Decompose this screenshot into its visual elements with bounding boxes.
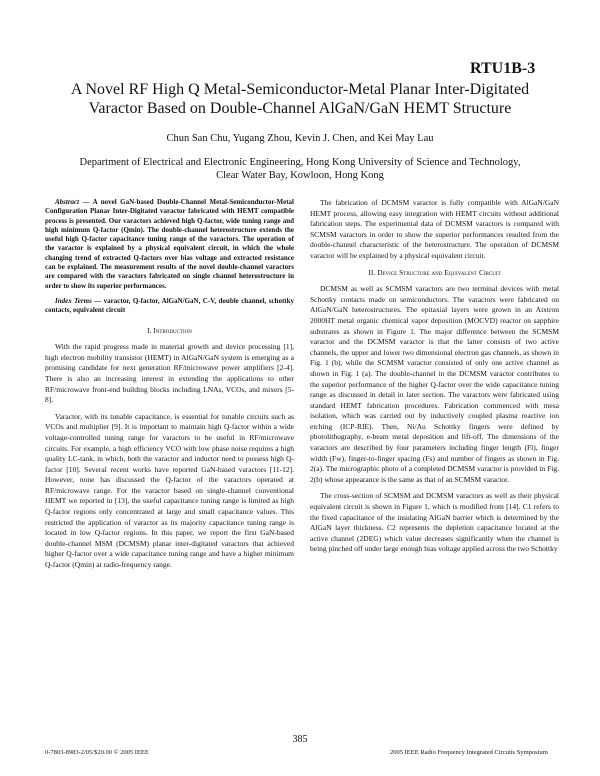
paragraph: The cross-section of SCMSM and DCMSM varactors as well as their physical equivalent circuit is shown in Figure 1, which is modified from [14]. C1 refers to the fixed capacitance of the insulating AlGaN barrier which is determined by the AlGaN layer thickness. C2 represents the depletion capacitance located at the active channel (2DEG) which value decreases significantly when the channel is being pinched off under large enough bias voltage applied across the two Schottky bbox=[310, 491, 559, 554]
right-column bbox=[310, 198, 559, 561]
index-terms-text: — varactor, Q-factor, AlGaN/GaN, C-V, double channel, schottky contacts, equivalent circuit bbox=[45, 296, 294, 315]
footer-copyright: 0-7803-8983-2/05/$20.00 © 2005 IEEE bbox=[45, 749, 149, 756]
paragraph: Varactor, with its tunable capacitance, is essential for tunable circuits such as VCOs and multiplier [9]. It is important to maintain high Q-factor within a wide voltage-controlled tuning range for varactors to be useful in RF/microwave circuits. For example, a high efficiency VCO with low phase noise requires a high quality LC-tank, in which, both the varactor and inductor need to possess high Q-factor [10]. Several recent works have reported GaN-based varactors [11-12]. However, none has discussed the Q-factor of the varactors operated at RF/microwave range. For the varactor based on single-channel conventional HEMT we reported in [13], the useful capacitance tuning range is limited as high Q-factor regions only concentrated at large and small capacitance values. This restricted the application of varactor as its majority capacitance tuning range is located in low Q-factor regions. In this paper, we report the first GaN-based double-channel MSM (DCMSM) planar inter-digitated varactors that achieved higher Q-factor over a wide capacitance tuning range and have a higher minimum Q-factor (Qmin) at radio-frequency range. bbox=[45, 411, 294, 570]
index-terms-lead: Index Terms bbox=[55, 296, 92, 305]
section-heading-device-structure: II. Device Structure and Equivalent Circuit bbox=[368, 267, 501, 277]
affiliation-line-1: Department of Electrical and Electronic Engineering, Hong Kong University of Science and Technology, bbox=[79, 157, 521, 168]
section-heading-introduction: I. Introduction bbox=[147, 325, 192, 335]
paper-code: RTU1B-3 bbox=[470, 60, 536, 77]
paper-title bbox=[30, 80, 570, 118]
affiliation-line-2: Clear Water Bay, Kowloon, Hong Kong bbox=[216, 170, 384, 181]
paragraph: The fabrication of DCMSM varactor is fully compatible with AlGaN/GaN HEMT process, allowing easy integration with HEMT circuits without additional fabrication steps. The experimental data of DCMSM varactors is compared with SCMSM varactors in order to show the superior performances resulted from the double-channel characteristic of the heterostructure. The operation of DCMSM varactor will be explained by a physical equivalent circuit. bbox=[310, 198, 559, 260]
left-column bbox=[45, 198, 294, 577]
paragraph: With the rapid progress made in material growth and device processing [1], high electron mobility transistor (HEMT) in AlGaN/GaN system is emerging as a promising candidate for next generation RF/microwave power amplifiers [2-4]. There is also an increasing interest in extending the applications to other RF/microwave front-end building blocks including LNAs, VCOs, and mixers [5-8]. bbox=[45, 342, 294, 405]
abstract bbox=[45, 198, 294, 291]
title-line-2: Varactor Based on Double-Channel AlGaN/GaN HEMT Structure bbox=[88, 100, 512, 117]
footer-conference: 2005 IEEE Radio Frequency Integrated Circuits Symposium bbox=[390, 749, 548, 756]
affiliation bbox=[30, 156, 570, 182]
paragraph: DCMSM as well as SCMSM varactors are two terminal devices with metal Schottky contacts made on semiconductors. The varactors were fabricated on AlGaN/GaN heterostructures. The epitaxial layers were grown in an Aixtron 2000HT metal organic chemical vapor deposition (MOCVD) reactor on sapphire substrates as shown in Figure 1. The major difference between the SCMSM varactor and the DCMSM varactor is that the latter consists of two active channels, the upper and lower two dimensional electron gas channels, as shown in Fig. 1 (b), while the SCMSM varactor consisted of only one active channel as shown in Fig. 1 (a). The double-channel in the DCMSM varactor contributes to the superior performance of the higher Q-factor over the wide capacitance tuning range as discussed in detail in later section. The varactors were fabricated using standard HEMT fabrication procedures. Fabrication commenced with mesa isolation, which was carried out by inductively coupled plasma reactive ion etching (ICP-RIE). Then, Ni/Au Schottky fingers were defined by photolithography, e-beam metal deposition and lift-off. The dimensions of the varactors are described by four parameters including finger length (Fl), finger width (Fw), finger-to-finger spacing (Fs) and number of fingers as shown in Fig. 2(a). The micrographic photo of a completed DCMSM varactor is provided in Fig. 2(b) whose appearance is the same as that of an SCMSM varactor. bbox=[310, 284, 559, 484]
index-terms bbox=[45, 297, 294, 316]
page-number: 385 bbox=[292, 734, 308, 745]
title-line-1: A Novel RF High Q Metal-Semiconductor-Metal Planar Inter-Digitated bbox=[70, 81, 530, 98]
abstract-lead: Abstract bbox=[55, 198, 80, 206]
abstract-text: — A novel GaN-based Double-Channel Metal-Semiconductor-Metal Configuration Planar Inter-Digitated varactor fabricated with HEMT compatible process is presented. Our varactors achieved high Q-factor, wide tuning range and high minimum Q-factor (Qmin). The double-channel heterostructure extends the useful high Q-factor capacitance tuning range of the varactors. The operation of the varactor is explained by a physical equivalent circuit, in which the whole changing trend of extracted Q-factors over bias voltage and extracted resistance can be explained. The measurement results of the novel double-channel varactors are compared with the varactors fabricated on single channel heterostructure in order to show its superior performances. bbox=[45, 198, 294, 290]
author-list: Chun San Chu, Yugang Zhou, Kevin J. Chen, and Kei May Lau bbox=[166, 133, 434, 144]
